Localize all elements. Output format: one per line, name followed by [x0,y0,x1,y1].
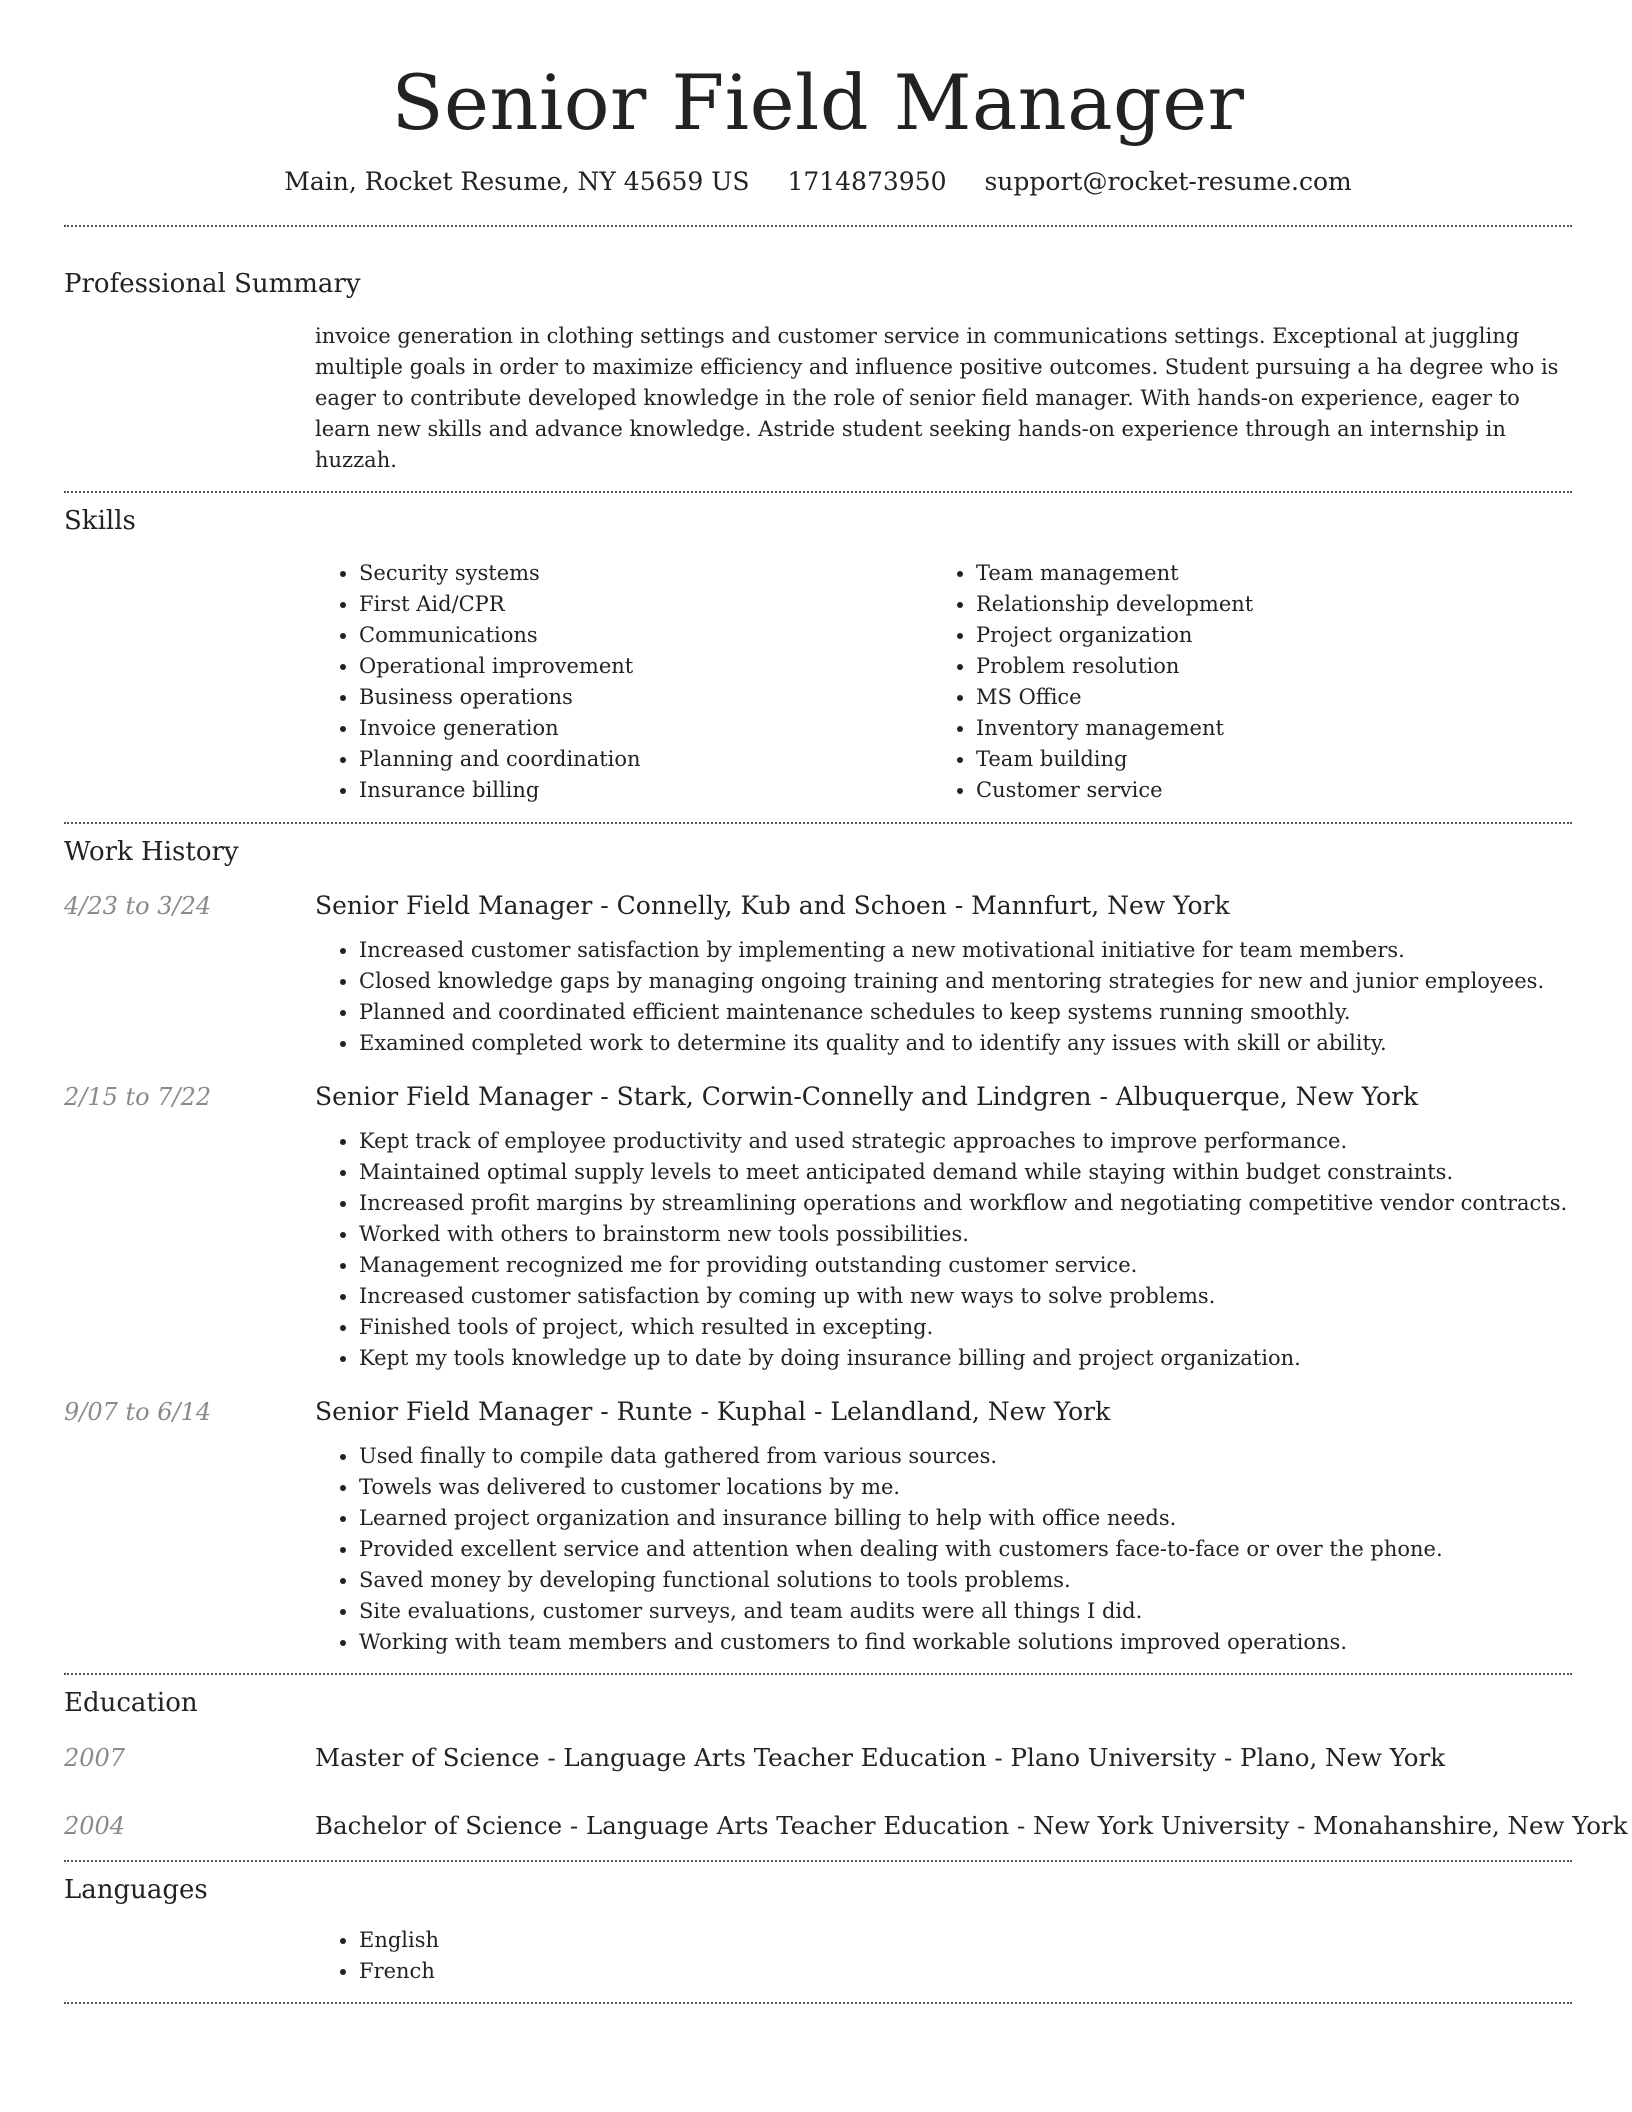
skill-item: • First Aid/CPR [359,589,932,620]
job-title: Senior Field Manager - Runte - Kuphal - Lelandland, New York [315,1397,1111,1426]
job-bullet: • Learned project organization and insurance billing to help with office needs. [359,1503,1572,1534]
job-dates: 2/15 to 7/22 [64,1083,212,1111]
contact-email: support@rocket-resume.com [984,167,1352,196]
job-bullet: • Management recognized me for providing outstanding customer service. [359,1250,1572,1281]
job-title: Senior Field Manager - Connelly, Kub and Schoen - Mannfurt, New York [315,891,1230,920]
job-bullet: • Examined completed work to determine its quality and to identify any issues with skill or ability. [359,1028,1572,1059]
job-bullet: • Planned and coordinated efficient maintenance schedules to keep systems running smoothly. [359,997,1572,1028]
education-list [64,1741,1628,1843]
language-item: • French [359,1956,1572,1987]
skill-item: • Planning and coordination [359,744,932,775]
education-year: 2007 [64,1744,126,1772]
job-bullet: • Working with team members and customers to find workable solutions improved operations. [359,1627,1572,1658]
skill-item: • Problem resolution [976,651,1549,682]
job-bullets [315,1126,1572,1374]
skill-item: • MS Office [976,682,1549,713]
job-bullet: • Maintained optimal supply levels to meet anticipated demand while staying within budget constraints. [359,1157,1572,1188]
job-bullet: • Kept track of employee productivity and used strategic approaches to improve performance. [359,1126,1572,1157]
skills-column-left [315,558,932,806]
education-entry [64,1741,1572,1775]
section-title-work: Work History [64,837,239,867]
resume-page [64,0,1628,2004]
skill-item: • Operational improvement [359,651,932,682]
skill-item: • Relationship development [976,589,1549,620]
job-bullet: • Closed knowledge gaps by managing ongoing training and mentoring strategies for new and junior employees. [359,966,1572,997]
skill-item: • Insurance billing [359,775,932,806]
job-bullet: • Site evaluations, customer surveys, and team audits were all things I did. [359,1596,1572,1627]
divider [64,1673,1572,1675]
job-dates: 4/23 to 3/24 [64,892,212,920]
work-history-list [64,889,1572,1658]
job-bullet: • Increased customer satisfaction by implementing a new motivational initiative for team members. [359,935,1572,966]
languages-list [315,1925,1572,1987]
education-entry [64,1809,1628,1843]
job-entry [64,1395,1572,1658]
summary-section [64,321,1572,476]
skill-item: • Team building [976,744,1549,775]
skills-list [315,558,1572,806]
job-title: Senior Field Manager - Stark, Corwin-Connelly and Lindgren - Albuquerque, New York [315,1082,1419,1111]
skills-column-right [932,558,1549,806]
section-title-education: Education [64,1688,198,1718]
resume-name: Senior Field Manager [391,58,1245,147]
job-bullet: • Increased customer satisfaction by coming up with new ways to solve problems. [359,1281,1572,1312]
education-year: 2004 [64,1812,126,1840]
divider [64,491,1572,493]
job-bullet: • Saved money by developing functional solutions to tools problems. [359,1565,1572,1596]
divider [64,225,1572,227]
job-bullet: • Finished tools of project, which resulted in excepting. [359,1312,1572,1343]
contact-line [64,165,1572,199]
summary-text: invoice generation in clothing settings and customer service in communications settings. Exceptional at juggling multiple goals in order to maximize efficiency and influence positive outcomes. Student pursuing a ha degree who is eager to contribute developed knowledge in the role of senior field manager. With hands-on experience, eager to learn new skills and advance knowledge. Astride student seeking hands-on experience through an internship in huzzah. [315,324,1559,472]
job-bullet: • Towels was delivered to customer locations by me. [359,1472,1572,1503]
skill-item: • Invoice generation [359,713,932,744]
skill-item: • Team management [976,558,1549,589]
language-item: • English [359,1925,1572,1956]
skill-item: • Customer service [976,775,1549,806]
contact-phone: 1714873950 [787,167,947,196]
skill-item: • Project organization [976,620,1549,651]
job-bullet: • Kept my tools knowledge up to date by doing insurance billing and project organization. [359,1343,1572,1374]
section-title-skills: Skills [64,506,136,536]
education-degree: Bachelor of Science - Language Arts Teacher Education - New York University - Monahanshire, New York [315,1811,1628,1840]
divider [64,2002,1572,2004]
job-bullets [315,1441,1572,1658]
section-title-languages: Languages [64,1875,208,1905]
divider [64,1860,1572,1862]
job-entry [64,1080,1572,1374]
skill-item: • Business operations [359,682,932,713]
job-bullets [315,935,1572,1059]
job-dates: 9/07 to 6/14 [64,1398,212,1426]
divider [64,822,1572,824]
education-degree: Master of Science - Language Arts Teacher Education - Plano University - Plano, New York [315,1743,1446,1772]
job-entry [64,889,1572,1059]
job-bullet: • Provided excellent service and attention when dealing with customers face-to-face or over the phone. [359,1534,1572,1565]
section-title-summary: Professional Summary [64,269,361,299]
job-bullet: • Worked with others to brainstorm new tools possibilities. [359,1219,1572,1250]
contact-address: Main, Rocket Resume, NY 45659 US [284,167,750,196]
job-bullet: • Increased profit margins by streamlining operations and workflow and negotiating competitive vendor contracts. [359,1188,1572,1219]
job-bullet: • Used finally to compile data gathered from various sources. [359,1441,1572,1472]
skill-item: • Inventory management [976,713,1549,744]
skill-item: • Security systems [359,558,932,589]
skill-item: • Communications [359,620,932,651]
